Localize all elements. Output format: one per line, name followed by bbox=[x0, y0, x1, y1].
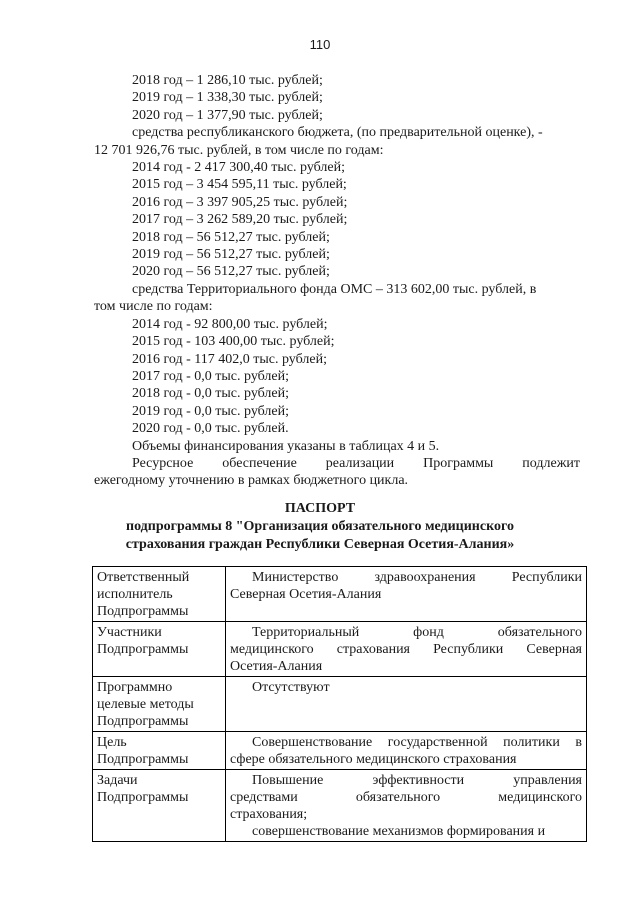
label-line: Подпрограммы bbox=[97, 790, 189, 805]
list-item: 2020 год - 0,0 тыс. рублей. bbox=[132, 421, 289, 437]
label-line: Подпрограммы bbox=[97, 752, 189, 767]
row-value bbox=[226, 732, 587, 770]
value-line: средствами обязательного медицинского bbox=[230, 790, 582, 805]
table-row bbox=[93, 622, 587, 677]
list-item: 2015 год - 103 400,00 тыс. рублей; bbox=[132, 334, 335, 350]
label-line: Программно bbox=[97, 680, 173, 695]
label-line: Ответственный bbox=[97, 570, 190, 585]
list-item: 2019 год – 1 338,30 тыс. рублей; bbox=[132, 90, 323, 106]
list-item: 2018 год – 1 286,10 тыс. рублей; bbox=[132, 73, 323, 88]
label-line: Подпрограммы bbox=[97, 714, 189, 729]
oms-fund-intro: средства Территориального фонда ОМС – 313 602,00 тыс. рублей, в bbox=[132, 281, 537, 297]
list-item: 2019 год - 0,0 тыс. рублей; bbox=[132, 403, 290, 419]
value-line: Отсутствуют bbox=[252, 680, 330, 695]
row-value bbox=[226, 622, 587, 677]
list-item: 2018 год - 0,0 тыс. рублей; bbox=[132, 386, 290, 402]
list-item: 2016 год – 3 397 905,25 тыс. рублей; bbox=[132, 194, 348, 210]
list-item: 2015 год – 3 454 595,11 тыс. рублей; bbox=[132, 177, 347, 193]
list-item: 2020 год – 56 512,27 тыс. рублей; bbox=[132, 264, 330, 280]
table-row bbox=[93, 677, 587, 732]
label-line: Участники bbox=[97, 625, 162, 640]
label-line: Цель bbox=[97, 735, 127, 750]
row-label bbox=[93, 622, 226, 677]
label-line: Подпрограммы bbox=[97, 642, 189, 657]
table-row bbox=[93, 770, 587, 842]
value-line: совершенствование механизмов формирования и bbox=[252, 824, 546, 839]
row-label bbox=[93, 770, 226, 842]
row-value bbox=[226, 677, 587, 732]
value-line: сфере обязательного медицинского страхования bbox=[230, 752, 517, 767]
row-value bbox=[226, 567, 587, 622]
row-value bbox=[226, 770, 587, 842]
list-item: 2014 год - 2 417 300,40 тыс. рублей; bbox=[132, 160, 346, 176]
list-item: 2019 год – 56 512,27 тыс. рублей; bbox=[132, 247, 330, 263]
republic-budget-intro: средства республиканского бюджета, (по предварительной оценке), - bbox=[132, 125, 543, 141]
oms-fund-intro-cont: том числе по годам: bbox=[94, 299, 213, 315]
value-line: страхования; bbox=[230, 807, 308, 822]
tables-note: Объемы финансирования указаны в таблицах 4 и 5. bbox=[132, 438, 440, 454]
passport-table bbox=[92, 566, 587, 842]
label-line: целевые методы bbox=[97, 697, 194, 712]
list-item: 2018 год – 56 512,27 тыс. рублей; bbox=[132, 229, 330, 245]
passport-title: ПАСПОРТ bbox=[284, 501, 356, 516]
label-line: исполнитель bbox=[97, 587, 173, 602]
value-line: Территориальный фонд обязательного bbox=[252, 625, 582, 640]
list-item: 2016 год - 117 402,0 тыс. рублей; bbox=[132, 351, 327, 367]
value-line: Северная Осетия-Алания bbox=[230, 587, 382, 602]
row-label bbox=[93, 567, 226, 622]
row-label bbox=[93, 677, 226, 732]
table-row bbox=[93, 567, 587, 622]
value-line: Министерство здравоохранения Республики bbox=[252, 570, 582, 585]
value-line: Осетия-Алания bbox=[230, 659, 323, 674]
value-line: Повышение эффективности управления bbox=[252, 773, 582, 788]
page-number: 110 bbox=[309, 37, 331, 52]
value-line: медицинского страхования Республики Северная bbox=[230, 642, 582, 657]
label-line: Задачи bbox=[97, 773, 138, 788]
resource-note: Ресурсное обеспечение реализации Программы подлежит bbox=[132, 455, 580, 471]
list-item: 2020 год – 1 377,90 тыс. рублей; bbox=[132, 107, 323, 123]
list-item: 2017 год – 3 262 589,20 тыс. рублей; bbox=[132, 212, 348, 228]
passport-heading bbox=[0, 500, 640, 554]
resource-note-cont: ежегодному уточнению в рамках бюджетного цикла. bbox=[94, 473, 409, 489]
financing-text bbox=[94, 72, 580, 490]
list-item: 2014 год - 92 800,00 тыс. рублей; bbox=[132, 316, 328, 332]
table-row bbox=[93, 732, 587, 770]
value-line: Совершенствование государственной политики в bbox=[252, 735, 582, 750]
passport-subtitle: подпрограммы 8 "Организация обязательного медицинского bbox=[126, 519, 514, 534]
label-line: Подпрограммы bbox=[97, 604, 189, 619]
list-item: 2017 год - 0,0 тыс. рублей; bbox=[132, 368, 290, 384]
row-label bbox=[93, 732, 226, 770]
republic-budget-total: 12 701 926,76 тыс. рублей, в том числе по годам: bbox=[94, 142, 384, 158]
passport-subtitle: страхования граждан Республики Северная Осетия-Алания» bbox=[125, 537, 515, 552]
